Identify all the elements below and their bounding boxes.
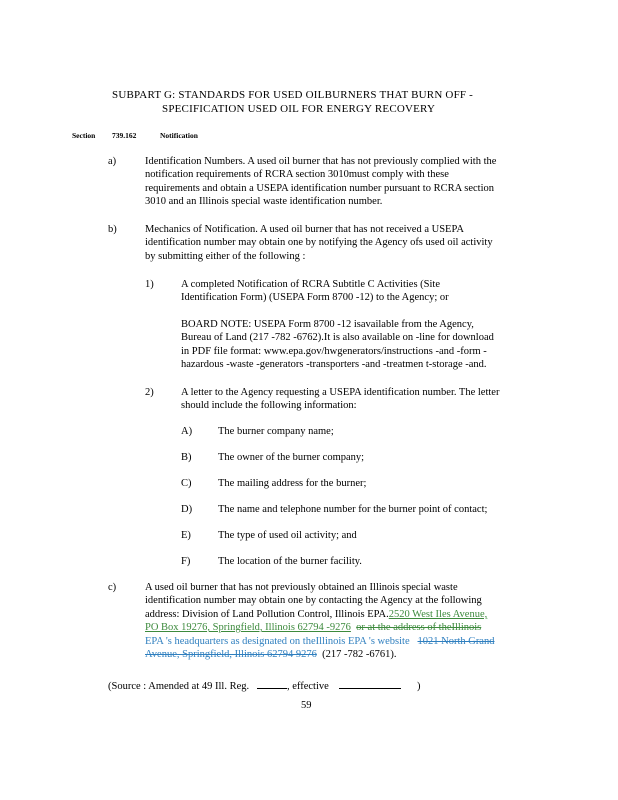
- item-c-line: [145, 621, 481, 635]
- item-c-line: identification number may obtain one by contacting the Agency at the following: [145, 595, 482, 606]
- item-a-line: Identification Numbers. A used oil burner that has not previously complied with the: [145, 156, 497, 167]
- list-item-text: The location of the burner facility.: [218, 556, 362, 567]
- item-b1-line: Identification Form) (USEPA Form 8700 -12) to the Agency; or: [181, 292, 449, 303]
- item-a-line: requirements and obtain a USEPA identification number pursuant to RCRA section: [145, 183, 494, 194]
- list-item-text: The type of used oil activity; and: [218, 530, 357, 541]
- subpart-title-line-2: SPECIFICATION USED OIL FOR ENERGY RECOVERY: [162, 103, 436, 115]
- source-suffix: ): [417, 681, 421, 692]
- inserted-address-text: 2520 West Iles Avenue,: [388, 609, 488, 620]
- inserted-po-box-text: PO Box 19276, Springfield, Illinois 62794 -9276: [145, 622, 351, 633]
- item-c-line: [145, 635, 494, 649]
- phone-number-text: (217 -782 -6761).: [322, 649, 397, 660]
- board-note-line: Bureau of Land (217 -782 -6762).It is also available on -line for download: [181, 332, 494, 343]
- item-c-address-text: address: Division of Land Pollution Control, Illinois EPA.: [145, 609, 389, 620]
- list-item-marker: F): [181, 556, 191, 567]
- subpart-title-line-1: SUBPART G: STANDARDS FOR USED OILBURNERS THAT BURN OFF -: [112, 89, 474, 101]
- list-item-marker: D): [181, 504, 193, 515]
- item-a-line: notification requirements of RCRA section 3010must comply with these: [145, 169, 449, 180]
- item-b2-line: A letter to the Agency requesting a USEPA identification number. The letter: [181, 387, 500, 398]
- inserted-website-text: EPA 's headquarters as designated on theIllinois EPA 's website: [145, 636, 410, 647]
- board-note-line: in PDF file format: www.epa.gov/hwgenerators/instructions -and -form -: [181, 346, 487, 357]
- list-item-text: The owner of the burner company;: [218, 452, 365, 463]
- item-c-line: A used oil burner that has not previously obtained an Illinois special waste: [145, 582, 458, 593]
- source-note: [108, 678, 421, 694]
- section-label: Section: [72, 131, 96, 140]
- source-middle: , effective: [287, 681, 329, 692]
- item-c-marker: c): [108, 582, 117, 593]
- item-c-line: [145, 648, 397, 662]
- list-item-text: The burner company name;: [218, 426, 334, 437]
- item-b-line: by submitting either of the following :: [145, 251, 306, 262]
- item-b1-line: A completed Notification of RCRA Subtitle C Activities (Site: [181, 279, 440, 290]
- source-prefix: (Source : Amended at 49 Ill. Reg.: [108, 681, 250, 692]
- register-page-blank: [257, 678, 287, 689]
- list-item-marker: C): [181, 478, 192, 489]
- effective-date-blank: [339, 678, 401, 689]
- item-b-line: Mechanics of Notification. A used oil burner that has not received a USEPA: [145, 224, 464, 235]
- item-b-line: identification number may obtain one by notifying the Agency ofs used oil activity: [145, 237, 493, 248]
- item-a-marker: a): [108, 156, 117, 167]
- list-item-text: The name and telephone number for the burner point of contact;: [218, 504, 488, 515]
- item-a-line: 3010 and an Illinois special waste identification number.: [145, 196, 383, 207]
- deleted-address-text: or at the address of theIllinois: [356, 622, 482, 633]
- item-b2-line: should include the following information:: [181, 400, 357, 411]
- item-b-marker: b): [108, 224, 117, 235]
- item-b1-marker: 1): [145, 279, 154, 290]
- list-item-marker: E): [181, 530, 191, 541]
- list-item-marker: A): [181, 426, 193, 437]
- item-b2-marker: 2): [145, 387, 154, 398]
- section-heading: Notification: [160, 131, 198, 140]
- list-item-marker: B): [181, 452, 192, 463]
- board-note-line: hazardous -waste -generators -transporters -and -treatmen t-storage -and.: [181, 359, 487, 370]
- deleted-street-text: 1021 North Grand: [417, 636, 495, 647]
- item-c-line: [145, 608, 487, 622]
- list-item-text: The mailing address for the burner;: [218, 478, 367, 489]
- section-number: 739.162: [112, 131, 137, 140]
- page-number: 59: [301, 700, 312, 711]
- board-note-line: BOARD NOTE: USEPA Form 8700 -12 isavailable from the Agency,: [181, 319, 474, 330]
- deleted-city-text: Avenue, Springfield, Illinois 62794 9276: [145, 649, 317, 660]
